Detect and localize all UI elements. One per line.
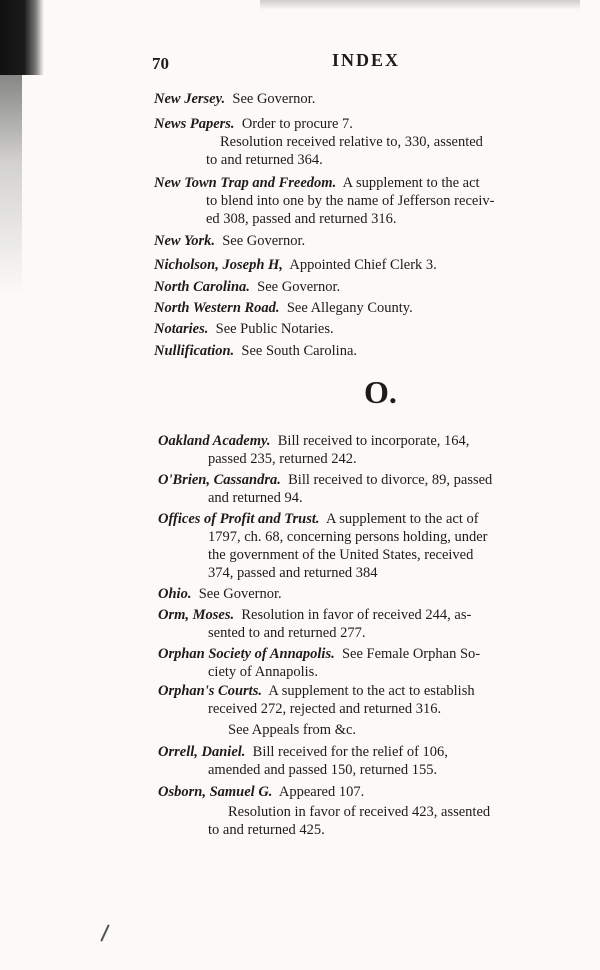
entry-text: Resolution in favor of received 423, assented: [228, 804, 491, 820]
scan-edge-shadow: [0, 75, 22, 295]
entry-term: North Carolina.: [154, 279, 250, 295]
page-number: 70: [152, 54, 169, 73]
entry-term: Oakland Academy.: [158, 433, 271, 449]
entry-text: to and returned 364.: [206, 152, 323, 168]
entry-text: Appeared 107.: [278, 784, 365, 800]
index-entry-new-jersey: [154, 90, 572, 108]
index-entry-notaries: [154, 320, 572, 338]
entry-text: passed 235, returned 242.: [208, 451, 357, 467]
entry-term: Osborn, Samuel G.: [158, 784, 273, 800]
scan-top-smudge: [260, 0, 580, 10]
entry-text: the government of the United States, received: [208, 547, 474, 563]
index-entry-new-york: [154, 232, 572, 250]
entry-term: Nullification.: [154, 343, 235, 359]
entry-text: See Public Notaries.: [215, 321, 334, 337]
entry-text: 1797, ch. 68, concerning persons holding, under: [208, 529, 488, 545]
index-entry-new-town-trap: [154, 174, 572, 228]
entry-text: and returned 94.: [208, 490, 303, 506]
entry-text: sented to and returned 277.: [208, 625, 366, 641]
entry-text: Bill received to divorce, 89, passed: [288, 472, 493, 488]
entry-text: A supplement to the act of: [325, 511, 479, 527]
index-entry-ohio: [158, 585, 576, 603]
index-entry-oakland-academy: [158, 432, 576, 468]
index-entry-north-western-road: [154, 299, 572, 317]
entry-text: amended and passed 150, returned 155.: [208, 762, 438, 778]
entry-text: A supplement to the act: [342, 175, 480, 191]
entry-term: North Western Road.: [154, 300, 280, 316]
index-entry-offices-of-profit: [158, 510, 576, 582]
entry-text: See South Carolina.: [241, 343, 358, 359]
entry-term: Ohio.: [158, 586, 192, 602]
entry-term: Orrell, Daniel.: [158, 744, 246, 760]
entry-text: to and returned 425.: [208, 822, 325, 838]
index-entry-orphans-courts: [158, 682, 576, 739]
index-entry-nullification: [154, 342, 572, 360]
entry-text: 374, passed and returned 384: [208, 565, 378, 581]
entry-text: Bill received for the relief of 106,: [252, 744, 448, 760]
entry-term: Notaries.: [154, 321, 209, 337]
entry-text: to blend into one by the name of Jefferson receiv-: [206, 193, 495, 209]
entry-term: Orm, Moses.: [158, 607, 235, 623]
index-entry-orm-moses: [158, 606, 576, 642]
entry-text: See Governor.: [257, 279, 341, 295]
running-head: INDEX: [331, 50, 400, 70]
entry-text: ciety of Annapolis.: [208, 664, 318, 680]
entry-term: O'Brien, Cassandra.: [158, 472, 281, 488]
entry-text: Order to procure 7.: [241, 116, 353, 132]
index-entry-orrell-daniel: [158, 743, 576, 779]
entry-term: Nicholson, Joseph H,: [154, 257, 283, 273]
entry-term: New York.: [154, 233, 215, 249]
entry-text: received 272, rejected and returned 316.: [208, 701, 442, 717]
entry-text: A supplement to the act to establish: [268, 683, 475, 699]
entry-text: Appointed Chief Clerk 3.: [289, 257, 437, 273]
entry-term: Offices of Profit and Trust.: [158, 511, 320, 527]
entry-term: New Town Trap and Freedom.: [154, 175, 337, 191]
page-header: [152, 50, 400, 74]
index-entry-nicholson: [154, 256, 572, 274]
entry-text: Resolution in favor of received 244, as-: [241, 607, 472, 623]
pencil-mark: [100, 924, 109, 941]
entry-text: See Female Orphan So-: [341, 646, 481, 662]
entry-text: See Governor.: [222, 233, 306, 249]
index-entry-osborn-samuel: [158, 783, 576, 839]
entry-term: Orphan's Courts.: [158, 683, 262, 699]
entry-text: Resolution received relative to, 330, assented: [220, 134, 483, 150]
entry-text: See Governor.: [198, 586, 282, 602]
index-entry-obrien: [158, 471, 576, 507]
entry-term: Orphan Society of Annapolis.: [158, 646, 335, 662]
entry-term: New Jersey.: [154, 91, 226, 107]
section-heading-o: O.: [364, 374, 397, 410]
index-entry-orphan-society: [158, 645, 576, 681]
index-entry-north-carolina: [154, 278, 572, 296]
entry-text: Bill received to incorporate, 164,: [277, 433, 470, 449]
entry-text: See Appeals from &c.: [228, 722, 357, 738]
entry-text: ed 308, passed and returned 316.: [206, 211, 397, 227]
index-entry-news-papers: [154, 115, 572, 169]
scan-binding-shadow: [0, 0, 44, 75]
entry-text: See Allegany County.: [286, 300, 413, 316]
entry-text: See Governor.: [232, 91, 316, 107]
entry-term: News Papers.: [154, 116, 235, 132]
